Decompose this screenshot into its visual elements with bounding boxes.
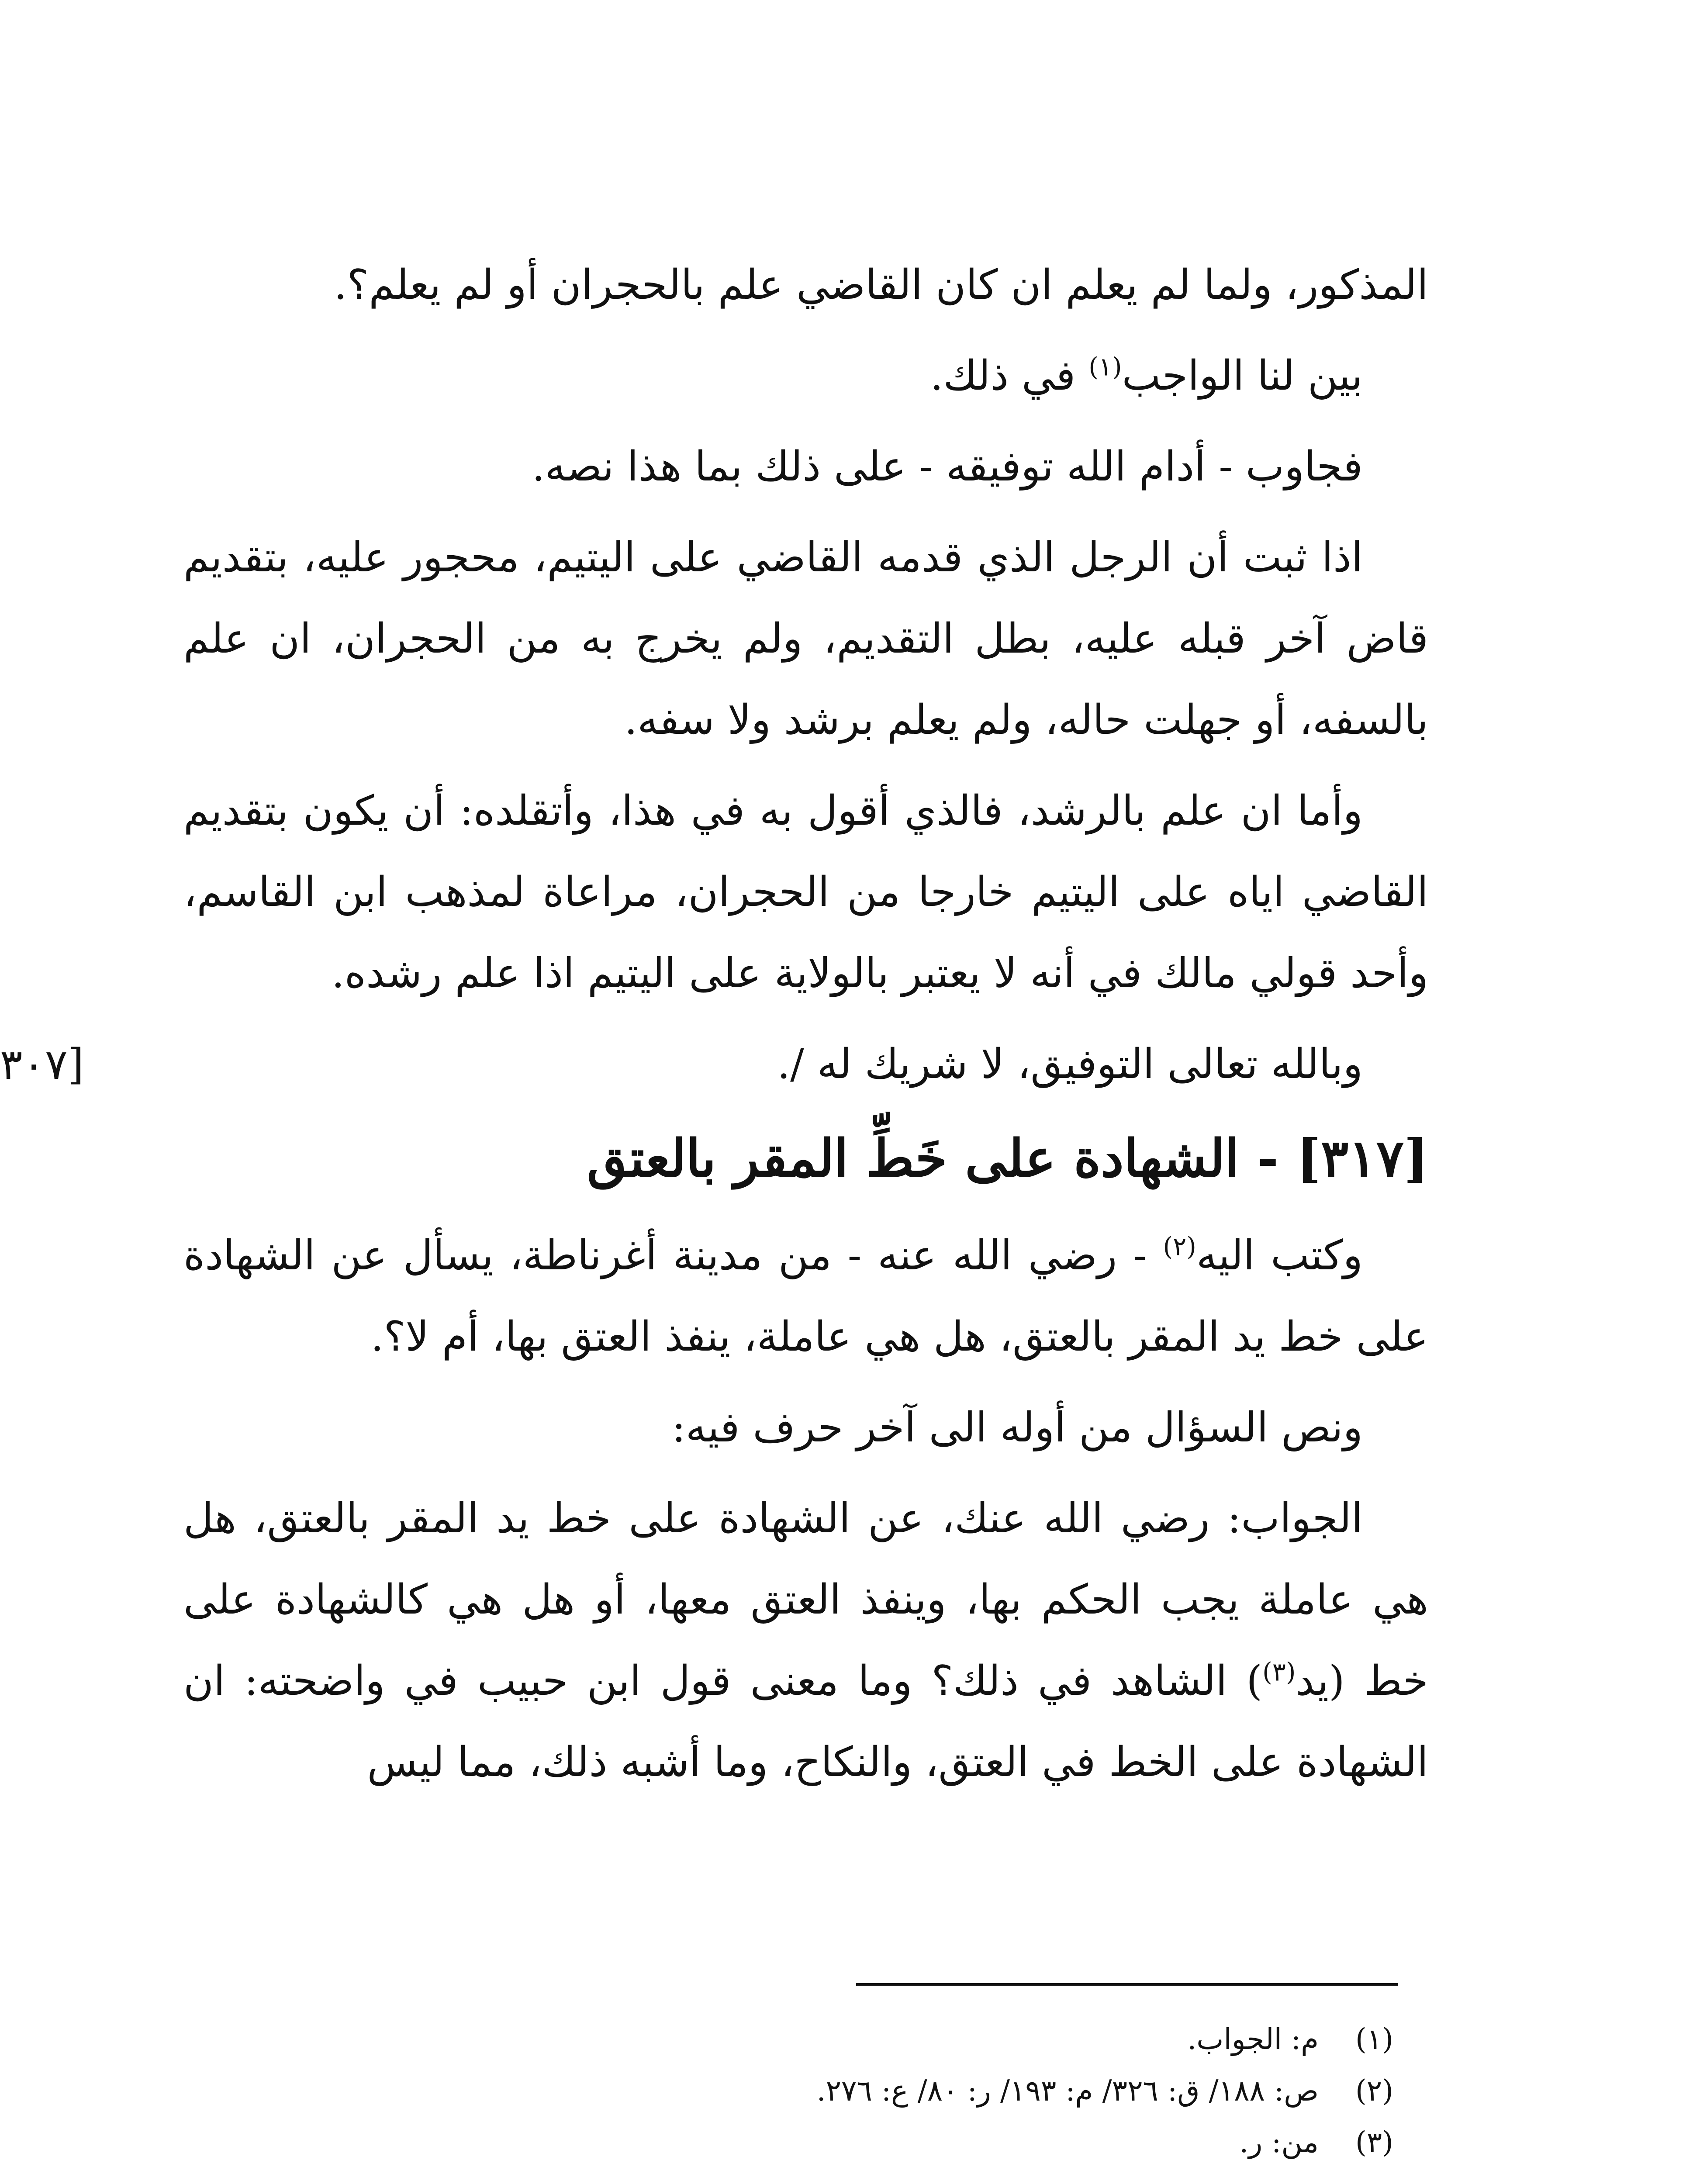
footnote-marker: (١) [1088, 352, 1122, 382]
footnote-marker: (٢) [1163, 1231, 1196, 1261]
footnote-text: م: الجواب. [1187, 2022, 1319, 2056]
footnote-number: (٢) [1355, 2074, 1393, 2108]
paragraph [183, 335, 1428, 417]
closing-text: وبالله تعالى التوفيق، لا شريك له /. [777, 1040, 1363, 1088]
footnotes [393, 2014, 1393, 2168]
paragraph-text: ) الشاهد في ذلك؟ وما معنى قول ابن حبيب في واضحته: ان الشهادة على الخط في العتق، والنكاح، وما أشبه ذلك، مما ليس [183, 1657, 1428, 1786]
footnote [393, 2065, 1393, 2117]
paragraph-text: بين لنا الواجب [1122, 352, 1363, 400]
paragraph [183, 1215, 1428, 1378]
paragraph [183, 1478, 1428, 1803]
section-heading: [٣١٧] - الشهادة على خَطِّ المقر بالعتق [587, 1128, 1428, 1189]
paragraph: فجاوب - أدام الله توفيقه - على ذلك بما هذا نصه. [532, 443, 1363, 491]
paragraph-text: - رضي الله عنه - من مدينة أغرناطة، يسأل عن الشهادة على خط يد المقر بالعتق، هل هي عاملة، ينفذ العتق بها، أم لا؟. [183, 1232, 1428, 1361]
footnote [393, 2117, 1393, 2168]
closing-line [0, 1024, 1428, 1105]
paragraph: ونص السؤال من أوله الى آخر حرف فيه: [672, 1404, 1363, 1451]
paragraph-text: في ذلك. [930, 352, 1089, 400]
paragraph-text: الجواب: رضي الله عنك، عن الشهادة على خط يد المقر بالعتق، هل هي عاملة يجب الحكم بها، وينفذ العتق معها، أو هل هي كالشهادة على خط (يد [183, 1495, 1429, 1705]
main-text [0, 245, 1429, 1813]
footnote-marker: (٣) [1262, 1657, 1296, 1687]
footnote-text: من: ر. [1239, 2125, 1319, 2159]
footnote-separator [856, 1983, 1398, 1986]
side-page-number: [٣٠٧ [0, 1040, 84, 1089]
footnote-number: (٣) [1355, 2125, 1393, 2159]
footnote-text: ص: ١٨٨/ ق: ٣٢٦/ م: ١٩٣/ ر: ٨٠/ ع: ٢٧٦. [816, 2074, 1319, 2108]
footnote [393, 2014, 1393, 2065]
paragraph: وأما ان علم بالرشد، فالذي أقول به في هذا، وأتقلده: أن يكون بتقديم القاضي اياه على اليتيم خارجا من الحجران، مراعاة لمذهب ابن القاسم، وأحد قولي مالك في أنه لا يعتبر بالولاية على اليتيم اذا علم رشده. [183, 787, 1428, 997]
footnote-number: (١) [1355, 2022, 1393, 2056]
paragraph: اذا ثبت أن الرجل الذي قدمه القاضي على اليتيم، محجور عليه، بتقديم قاض آخر قبله عليه، بطل التقديم، ولم يخرج به من الحجران، ان علم بالسفه، أو جهلت حاله، ولم يعلم برشد ولا سفه. [183, 534, 1428, 744]
paragraph-text: وكتب اليه [1196, 1232, 1363, 1279]
paragraph: المذكور، ولما لم يعلم ان كان القاضي علم بالحجران أو لم يعلم؟. [334, 261, 1428, 309]
